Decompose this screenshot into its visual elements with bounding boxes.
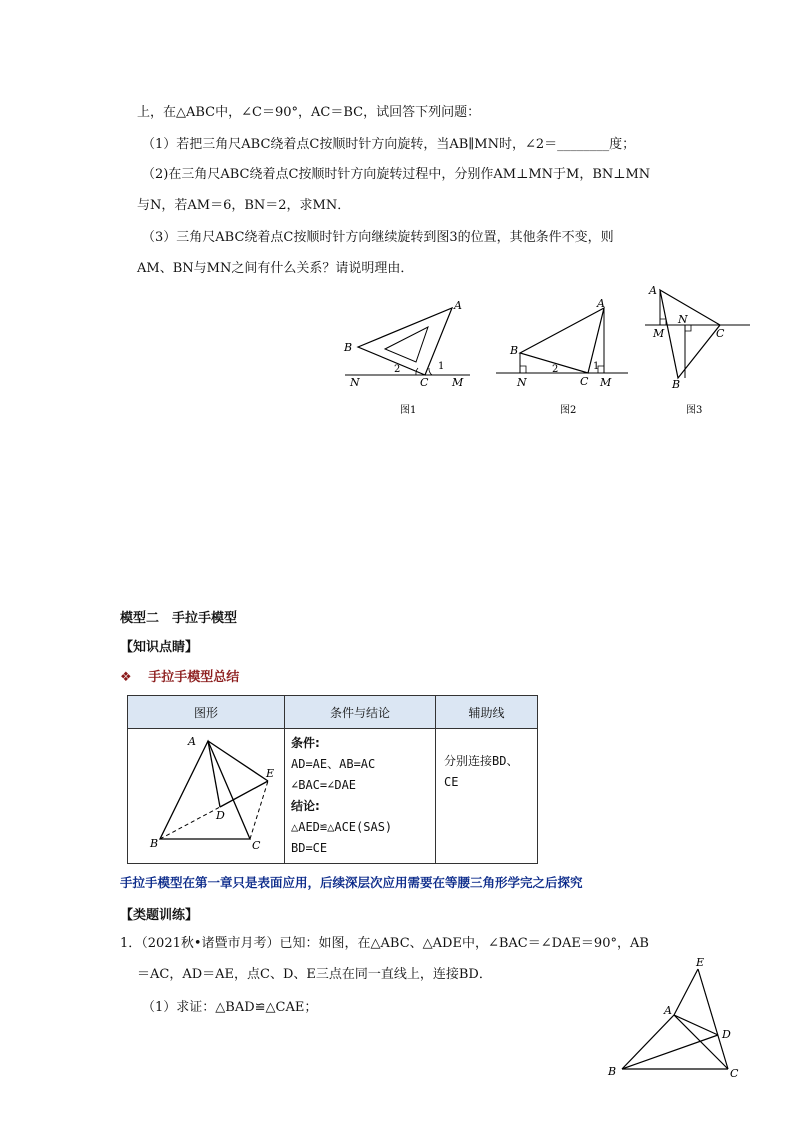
fig2-caption: 图2 [560, 405, 577, 416]
question-3-line-1: （3）三角尺ABC绕着点C按顺时针方向继续旋转到图3的位置，其他条件不变，则 [142, 230, 614, 245]
fig2-label-b: B [510, 344, 519, 357]
hand-in-hand-diagram [128, 729, 282, 854]
fig1-label-a: A [454, 299, 462, 312]
fig2-label-m: M [600, 376, 612, 389]
fig3-label-c: C [716, 327, 725, 340]
practice-label-a: A [664, 1004, 672, 1017]
model-title: 模型二 手拉手模型 [120, 611, 238, 626]
table-cell-conditions [285, 729, 436, 864]
diagram-label-c: C [252, 839, 261, 852]
figure-1 [343, 299, 470, 416]
diagram-label-e: E [266, 767, 275, 780]
table-header-figure: 图形 [128, 696, 285, 729]
fig2-label-n: N [517, 376, 527, 389]
fig1-angle-2: 2 [394, 364, 401, 375]
fig2-label-a: A [597, 297, 605, 310]
conclusion-line-1: △AED≌△ACE(SAS) [291, 820, 393, 834]
practice-label-d: D [722, 1028, 731, 1041]
fig3-label-a: A [649, 284, 657, 297]
question-2-line-1: （2)在三角尺ABC绕着点C按顺时针方向旋转过程中，分别作AM⊥MN于M，BN⊥MN [142, 167, 651, 182]
diagram-label-d: D [216, 809, 225, 822]
practice-label-c: C [730, 1067, 739, 1080]
auxiliary-line-1: 分别连接BD、 [444, 754, 519, 768]
model-summary-table [127, 695, 538, 864]
condition-line-1: AD=AE、AB=AC [291, 757, 376, 771]
table-header-auxiliary: 辅助线 [436, 696, 538, 729]
rotation-figures [330, 280, 760, 425]
summary-heading [120, 666, 239, 685]
fig1-label-c: C [420, 376, 429, 389]
model-note: 手拉手模型在第一章只是表面应用，后续深层次应用需要在等腰三角形学完之后探究 [120, 875, 583, 890]
fig1-angle-1: 1 [438, 361, 445, 372]
practice-figure [600, 955, 750, 1080]
figure-3 [645, 284, 750, 416]
fig2-angle-2: 2 [552, 364, 559, 375]
fig1-label-m: M [452, 376, 464, 389]
fig1-label-b: B [344, 341, 353, 354]
figure-2 [496, 297, 628, 416]
fig1-label-n: N [350, 376, 360, 389]
condition-label: 条件: [291, 736, 320, 750]
diagram-label-b: B [150, 837, 159, 850]
fig3-label-n: N [678, 313, 688, 326]
fig2-angle-1: 1 [593, 361, 600, 372]
question-1: （1）若把三角尺ABC绕着点C按顺时针方向旋转，当AB∥MN时，∠2＝________度； [142, 137, 636, 152]
question-2-line-2: 与N，若AM＝6，BN＝2，求MN． [137, 198, 351, 213]
diamond-bullet-icon: ❖ [120, 670, 132, 685]
conclusion-line-2: BD=CE [291, 841, 328, 855]
practice-1-line-2: ＝AC，AD＝AE，点C、D、E三点在同一直线上，连接BD． [137, 967, 492, 982]
auxiliary-line-2: CE [444, 775, 459, 789]
practice-label-b: B [608, 1065, 617, 1078]
knowledge-label: 【知识点睛】 [120, 640, 199, 655]
conclusion-label: 结论: [291, 799, 320, 813]
practice-label: 【类题训练】 [120, 908, 199, 923]
fig3-label-b: B [672, 378, 681, 391]
table-cell-figure [128, 729, 285, 864]
practice-1-question-1: （1）求证：△BAD≌△CAE； [142, 1000, 318, 1015]
practice-label-e: E [696, 956, 705, 969]
fig3-label-m: M [653, 327, 665, 340]
fig2-label-c: C [580, 375, 589, 388]
fig3-caption: 图3 [686, 405, 703, 416]
fig1-caption: 图1 [400, 405, 417, 416]
condition-line-2: ∠BAC=∠DAE [291, 778, 357, 792]
table-cell-auxiliary [436, 729, 538, 864]
table-header-conditions: 条件与结论 [285, 696, 436, 729]
summary-title: 手拉手模型总结 [148, 670, 240, 685]
practice-1-line-1: 1．（2021秋•诸暨市月考）已知：如图，在△ABC、△ADE中，∠BAC＝∠DAE＝90°，AB [120, 936, 649, 951]
diagram-label-a: A [188, 735, 196, 748]
intro-line: 上，在△ABC中，∠C＝90°，AC＝BC，试回答下列问题： [137, 105, 481, 120]
question-3-line-2: AM、BN与MN之间有什么关系？请说明理由． [137, 261, 414, 276]
